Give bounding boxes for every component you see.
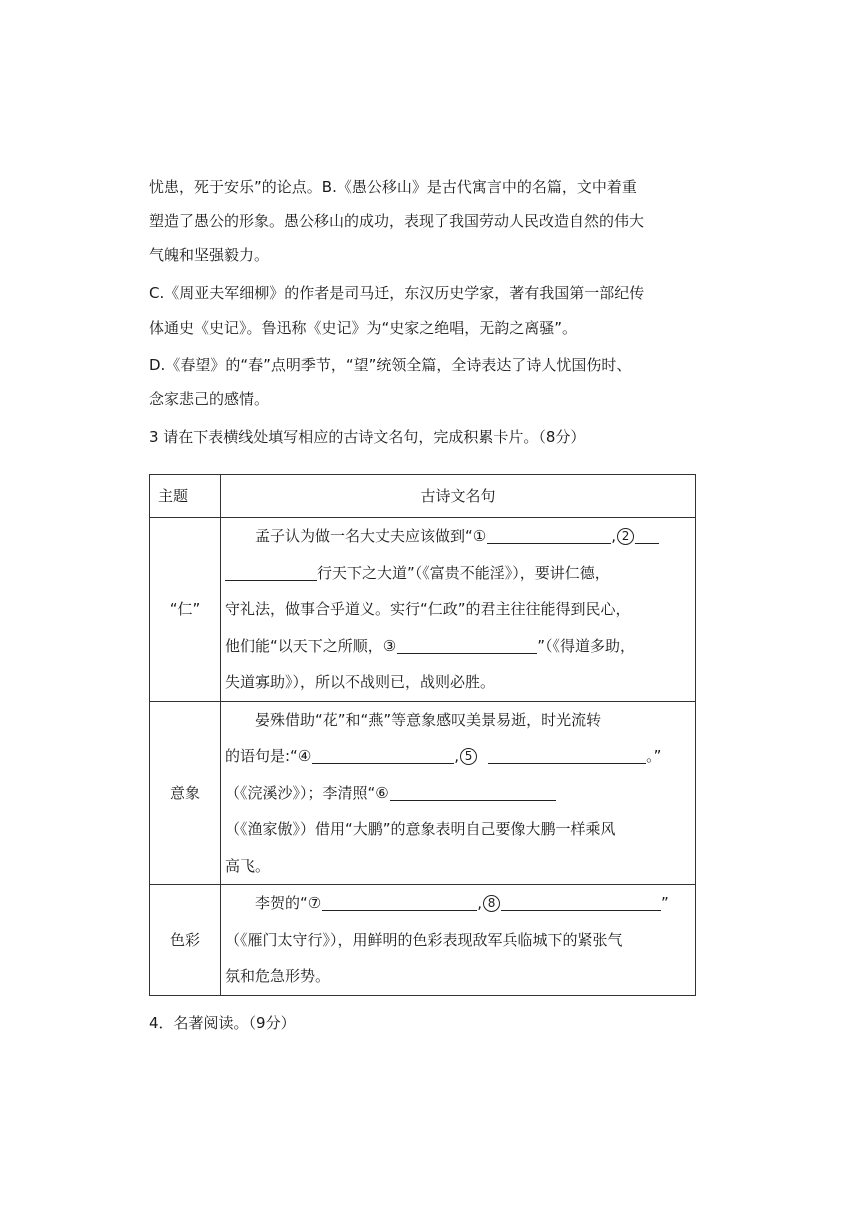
poem-cell-color bbox=[221, 885, 696, 996]
answer-blank-4[interactable] bbox=[312, 748, 454, 764]
comma: , bbox=[611, 527, 617, 546]
intro-line-1: 忧患，死于安乐”的论点。B.《愚公移山》是古代寓言中的名篇，文中着重 bbox=[149, 178, 637, 196]
answer-blank-1[interactable] bbox=[487, 528, 611, 544]
answer-blank-8[interactable] bbox=[501, 895, 661, 911]
blank-number-6: ⑥ bbox=[375, 783, 389, 802]
blank-number-2: 2 bbox=[617, 528, 634, 545]
text-line bbox=[225, 885, 695, 922]
answer-blank-3[interactable] bbox=[397, 638, 537, 654]
text-line: （《渔家傲》）借用“大鹏”的意象表明自己要像大鹏一样乘风 bbox=[225, 820, 616, 839]
text-line: 晏殊借助“花”和“燕”等意象感叹美景易逝，时光流转 bbox=[255, 710, 602, 729]
blank-number-7: ⑦ bbox=[307, 894, 322, 913]
answer-blank-5[interactable] bbox=[488, 748, 646, 764]
text-line bbox=[225, 738, 695, 775]
answer-blank-2-end[interactable] bbox=[225, 565, 317, 581]
comma: , bbox=[477, 894, 483, 913]
text-span: 孟子认为做一名大丈夫应该做到“ bbox=[255, 527, 473, 546]
header-title: 古诗文名句 bbox=[221, 475, 696, 518]
text-span: ”（《得道多助， bbox=[537, 636, 636, 655]
text-line: 守礼法，做事合乎道义。实行“仁政”的君主往往能得到民心， bbox=[225, 600, 631, 619]
option-c-line-2: 体通史《史记》。鲁迅称《史记》为“史家之绝唱，无韵之离骚”。 bbox=[149, 319, 578, 337]
text-line bbox=[225, 518, 695, 555]
option-c-line-1: C.《周亚夫军细柳》的作者是司马迁，东汉历史学家，著有我国第一部纪传 bbox=[149, 284, 645, 302]
answer-blank-6[interactable] bbox=[390, 785, 556, 801]
text-span: 李贺的“ bbox=[255, 894, 308, 913]
text-span: ” bbox=[661, 894, 669, 913]
poem-cell-imagery bbox=[221, 701, 696, 885]
answer-blank-7[interactable] bbox=[322, 895, 477, 911]
text-span: 行天下之大道”（《富贵不能淫》），要讲仁德， bbox=[317, 563, 610, 582]
intro-line-3: 气魄和坚强毅力。 bbox=[149, 246, 270, 264]
blank-number-3: ③ bbox=[382, 636, 397, 655]
table-header-row bbox=[150, 475, 696, 518]
option-d-line-2: 念家悲己的感情。 bbox=[149, 390, 270, 408]
comma: , bbox=[454, 747, 460, 766]
text-line: 失道寡助》），所以不战则已，战则必胜。 bbox=[225, 673, 496, 692]
theme-color: 色彩 bbox=[150, 885, 221, 996]
table-row-ren bbox=[150, 518, 696, 702]
question-4-heading: 4．名著阅读。（9分） bbox=[149, 1014, 296, 1032]
text-span: （《浣溪沙》）；李清照“ bbox=[225, 783, 376, 802]
blank-number-4: ④ bbox=[297, 747, 312, 766]
text-line: 氛和危急形势。 bbox=[225, 967, 331, 986]
text-line bbox=[225, 555, 695, 592]
blank-number-5: 5 bbox=[460, 748, 477, 765]
theme-ren: “仁” bbox=[150, 518, 221, 702]
table-row-color bbox=[150, 885, 696, 996]
text-span: 的语句是:“ bbox=[225, 747, 298, 766]
blank-number-1: ① bbox=[472, 527, 487, 546]
text-line bbox=[225, 628, 695, 665]
header-theme: 主题 bbox=[150, 475, 221, 518]
accumulation-card-table bbox=[149, 474, 696, 996]
text-line: 高飞。 bbox=[225, 856, 271, 875]
text-line: （《雁门太守行》），用鲜明的色彩表现敌军兵临城下的紧张气 bbox=[225, 930, 623, 949]
option-d-line-1: D.《春望》的“春”点明季节，“望”统领全篇，全诗表达了诗人忧国伤时、 bbox=[149, 356, 632, 374]
poem-cell-ren bbox=[221, 518, 696, 702]
intro-line-2: 塑造了愚公的形象。愚公移山的成功，表现了我国劳动人民改造自然的伟大 bbox=[149, 212, 645, 230]
theme-imagery: 意象 bbox=[150, 701, 221, 885]
answer-blank-2-start[interactable] bbox=[635, 528, 659, 544]
text-line bbox=[225, 775, 695, 812]
blank-number-8: 8 bbox=[483, 895, 500, 912]
text-span: 他们能“以天下之所顺， bbox=[225, 636, 383, 655]
question-3-prompt: 3 请在下表横线处填写相应的古诗文名句，完成积累卡片。（8分） bbox=[149, 428, 586, 446]
text-span: 。” bbox=[646, 747, 662, 766]
table-row-imagery bbox=[150, 701, 696, 885]
